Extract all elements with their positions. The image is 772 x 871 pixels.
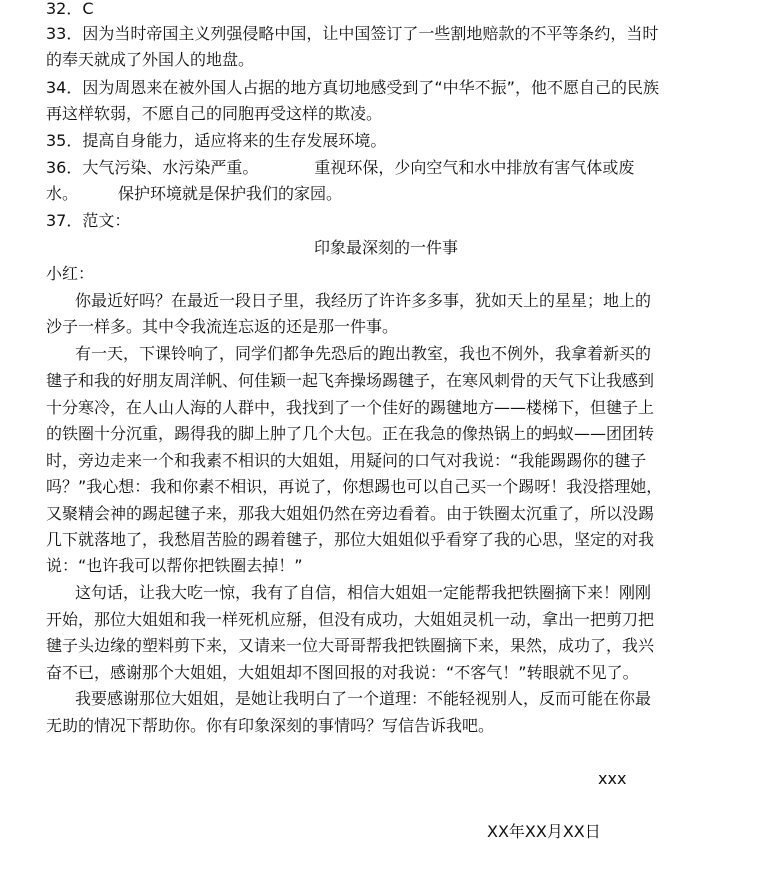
- paragraph-3-line1: 这句话，让我大吃一惊，我有了自信，相信大姐姐一定能帮我把铁圈摘下来！刚刚: [75, 583, 652, 602]
- answer-33-line1: 33．因为当时帝国主义列强侵略中国，让中国签订了一些割地赔款的不平等条约，当时: [46, 24, 659, 43]
- letter-date: XX年XX月XX日: [487, 822, 601, 841]
- answer-36-line1: 36．大气污染、水污染严重。 重视环保，少向空气和水中排放有害气体或废: [46, 158, 635, 177]
- paragraph-3-line3: 毽子头边缘的塑料剪下来，又请来一位大哥哥帮我把铁圈摘下来，果然，成功了，我兴: [46, 636, 655, 655]
- paragraph-2-line4: 的铁圈十分沉重，踢得我的脚上肿了几个大包。正在我急的像热锅上的蚂蚁——团团转: [46, 424, 655, 443]
- answer-34-line1: 34．因为周恩来在被外国人占据的地方真切地感受到了“中华不振”，他不愿自己的民族: [46, 78, 659, 97]
- answer-37-label: 37．范文：: [46, 211, 131, 230]
- answer-35: 35．提高自身能力，适应将来的生存发展环境。: [46, 131, 387, 150]
- paragraph-4-line2: 无助的情况下帮助你。你有印象深刻的事情吗？写信告诉我吧。: [46, 716, 495, 735]
- paragraph-2-line5: 时，旁边走来一个和我素不相识的大姐姐，用疑问的口气对我说：“我能踢踢你的毽子: [46, 451, 647, 470]
- paragraph-1-line1: 你最近好吗？在最近一段日子里，我经历了许许多多事，犹如天上的星星；地上的: [75, 291, 652, 310]
- paragraph-2-line6: 吗？”我心想：我和你素不相识，再说了，你想踢也可以自己买一个踢呀！我没搭理她，: [46, 477, 663, 496]
- paragraph-3-line2: 开始，那位大姐姐和我一样死机应掰，但没有成功，大姐姐灵机一动，拿出一把剪刀把: [46, 610, 655, 629]
- paragraph-1-line2: 沙子一样多。其中令我流连忘返的还是那一件事。: [46, 317, 399, 336]
- paragraph-2-line8: 几下就落地了，我愁眉苦脸的踢着毽子，那位大姐姐似乎看穿了我的心思，坚定的对我: [46, 530, 655, 549]
- answer-33-line2: 的奉天就成了外国人的地盘。: [46, 50, 255, 69]
- answer-36-line2: 水。 保护环境就是保护我们的家园。: [46, 184, 343, 203]
- paragraph-2-line3: 十分寒冷，在人山人海的人群中，我找到了一个佳好的踢毽地方——楼梯下，但毽子上: [46, 398, 655, 417]
- answer-32: 32．C: [46, 0, 94, 18]
- letter-signature: xxx: [598, 769, 627, 788]
- paragraph-2-line9: 说：“也许我可以帮你把铁圈去掉！”: [46, 556, 303, 575]
- paragraph-2-line7: 又聚精会神的踢起毽子来，那我大姐姐仍然在旁边看着。由于铁圈太沉重了，所以没踢: [46, 504, 655, 523]
- paragraph-4-line1: 我要感谢那位大姐姐，是她让我明白了一个道理：不能轻视别人，反而可能在你最: [75, 689, 652, 708]
- paragraph-2-line2: 毽子和我的好朋友周洋帆、何佳颖一起飞奔操场踢毽子，在寒风刺骨的天气下让我感到: [46, 371, 655, 390]
- answer-34-line2: 再这样软弱，不愿自己的同胞再受这样的欺凌。: [46, 104, 383, 123]
- paragraph-2-line1: 有一天，下课铃响了，同学们都争先恐后的跑出教室，我也不例外，我拿着新买的: [75, 344, 652, 363]
- essay-title: 印象最深刻的一件事: [313, 238, 458, 257]
- paragraph-3-line4: 奋不已，感谢那个大姐姐，大姐姐却不图回报的对我说：“不客气！”转眼就不见了。: [46, 663, 639, 682]
- letter-greeting: 小红：: [46, 264, 95, 283]
